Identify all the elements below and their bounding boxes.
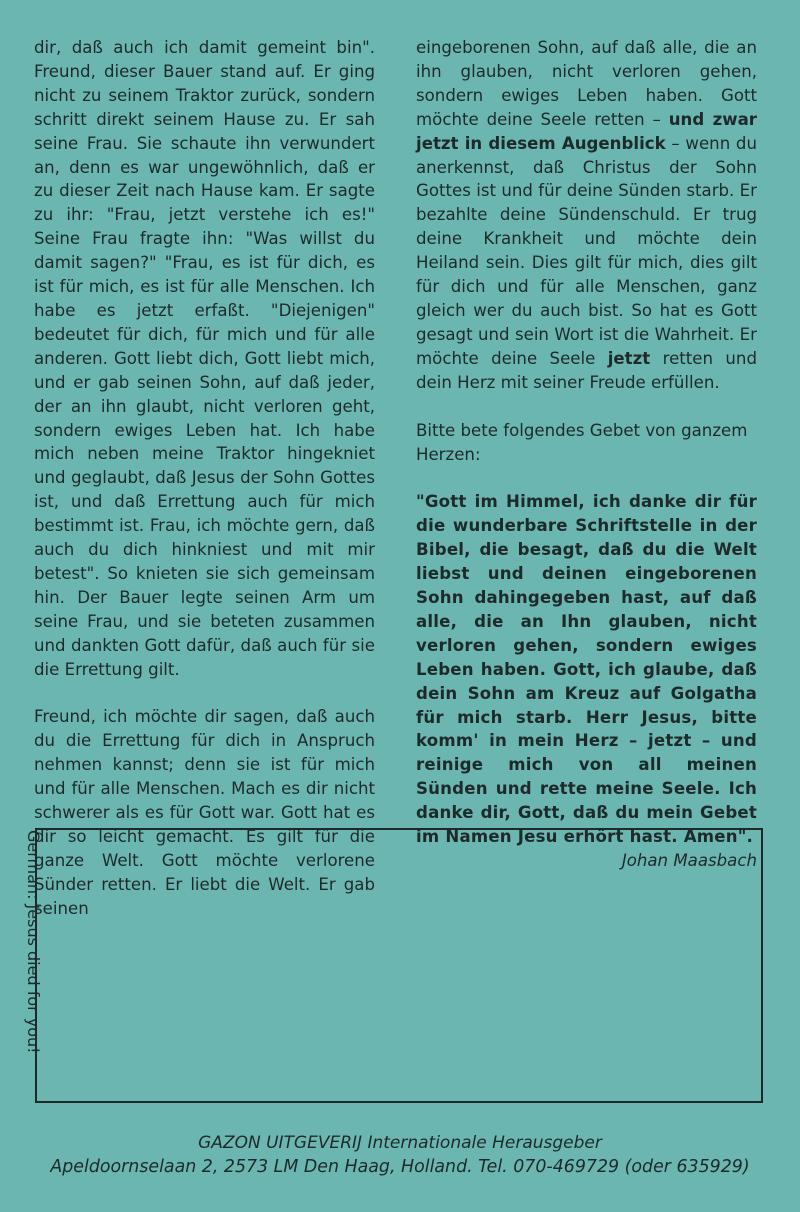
publisher-address: Apeldoornselaan 2, 2573 LM Den Haag, Holland. Tel. 070-469729 (oder 635929) (50, 1157, 750, 1177)
side-note-vertical: German: Jesus died for you! (24, 830, 43, 1054)
right-paragraph-1-part-c: retten und dein Herz mit seiner Freude erfüllen. (416, 348, 757, 392)
blank-stamp-box (35, 828, 763, 1103)
left-paragraph-2: Freund, ich möchte dir sagen, daß auch du die Errettung für dich in Anspruch nehmen kannst; denn sie ist für mich und für alle Menschen. Mach es dir nicht schwerer als es für Gott war. Gott hat es dir so leicht gemacht. Es gilt für die ganze Welt. Gott möchte verlorene Sünder retten. Er liebt die Welt. Er gab seinen (34, 707, 375, 918)
prayer-intro: Bitte bete folgendes Gebet von ganzem Herzen: (416, 420, 748, 464)
prayer-text: "Gott im Himmel, ich danke dir für die wunderbare Schriftstelle in der Bibel, die besagt, daß du die Welt liebst und deinen eingeborenen Sohn dahingegeben hast, auf daß alle, die an Ihn glauben, nicht verloren gehen, sondern ewiges Leben haben. Gott, ich glaube, daß dein Sohn am Kreuz auf Golgatha für mich starb. Herr Jesus, bitte komm' in mein Herz – jetzt – und reinige mich von all meinen Sünden und rette meine Seele. Ich danke dir, Gott, daß du mein Gebet im Namen Jesu erhört hast. Amen". (416, 492, 757, 847)
author-signature: Johan Maasbach (621, 851, 757, 870)
left-column (34, 36, 375, 921)
right-column (416, 36, 757, 873)
emphasis-now-moment: und zwar jetzt in diesem Augenblick (416, 109, 757, 153)
publisher-name: GAZON UITGEVERIJ Internationale Herausgeber (198, 1133, 602, 1153)
right-paragraph-1-part-a: eingeborenen Sohn, auf daß alle, die an ihn glauben, nicht verloren gehen, sondern ewiges Leben haben. Gott möchte deine Seele retten – (416, 38, 757, 129)
emphasis-now: jetzt (607, 348, 651, 368)
right-paragraph-1-part-b: – wenn du anerkennst, daß Christus der Sohn Gottes ist und für deine Sünden starb. Er bezahlte deine Sündenschuld. Er trug deine Krankheit und möchte dein Heiland sein. Dies gilt für mich, dies gilt für dich und für alle Menschen, ganz gleich wer du auch bist. So hat es Gott gesagt und sein Wort ist die Wahrheit. Er möchte deine Seele (416, 133, 757, 368)
right-paragraph-1 (416, 36, 757, 395)
left-paragraph-1: dir, daß auch ich damit gemeint bin". Freund, dieser Bauer stand auf. Er ging nicht zu seinem Traktor zurück, sondern schritt direkt seinem Hause zu. Er sah seine Frau. Sie schaute ihn verwundert an, denn es war ungewöhnlich, daß er zu dieser Zeit nach Hause kam. Er sagte zu ihr: "Frau, jetzt verstehe ich es!" Seine Frau fragte ihn: "Was willst du damit sagen?" "Frau, es ist für dich, es ist für mich, es ist für alle Menschen. Ich habe es jetzt erfaßt. "Diejenigen" bedeutet für dich, für mich und für alle anderen. Gott liebt dich, Gott liebt mich, und er gab seinen Sohn, auf daß jeder, der an ihn glaubt, nicht verloren geht, sondern ewiges Leben hat. Ich habe mich neben meine Traktor hingekniet und geglaubt, daß Jesus der Sohn Gottes ist, und daß Errettung auch für mich bestimmt ist. Frau, ich möchte gern, daß auch du dich hinkniest und mit mir betest". So knieten sie sich gemeinsam hin. Der Bauer legte seinen Arm um seine Frau, und sie beteten zusammen und dankten Gott dafür, daß auch für sie die Errettung gilt. (34, 38, 375, 679)
